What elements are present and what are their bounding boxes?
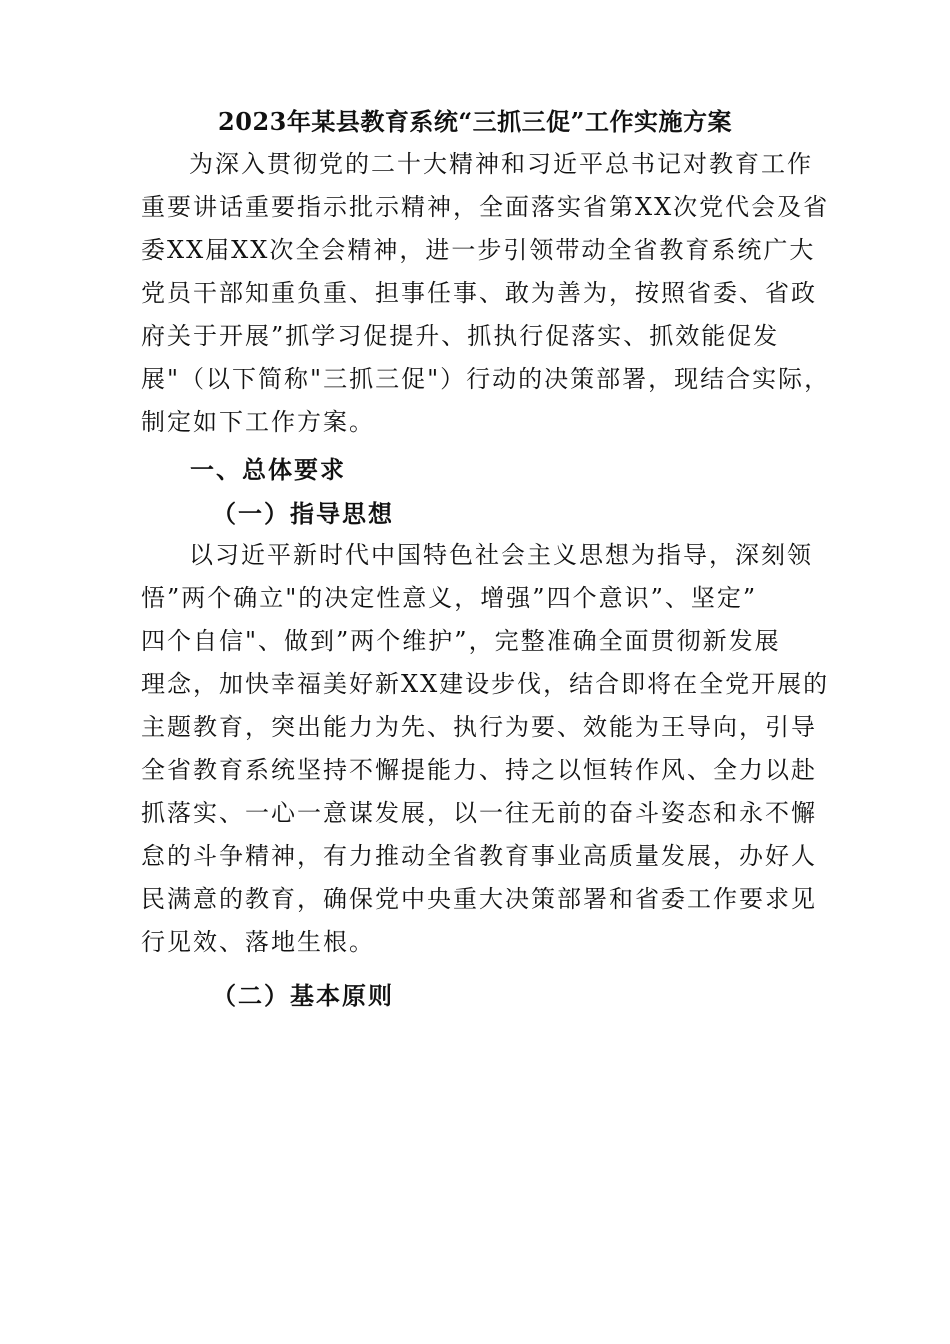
- paragraph-line: 理念，加快幸福美好新XX建设步伐，结合即将在全党开展的: [141, 670, 830, 698]
- paragraph-line: 全省教育系统坚持不懈提能力、持之以恒转作风、全力以赴: [141, 756, 817, 784]
- paragraph-line: 展"（以下简称"三抓三促"）行动的决策部署，现结合实际，: [141, 365, 831, 393]
- paragraph-line: 行见效、落地生根。: [141, 928, 375, 956]
- section-heading-overall-requirements: 一、总体要求: [190, 455, 346, 484]
- paragraph-line: 为深入贯彻党的二十大精神和习近平总书记对教育工作: [189, 150, 813, 178]
- intro-paragraph: [141, 143, 831, 444]
- subsection-heading-basic-principles: （二）基本原则: [212, 981, 394, 1010]
- guiding-ideology-paragraph: [141, 534, 831, 964]
- paragraph-line: 主题教育，突出能力为先、执行为要、效能为王导向，引导: [141, 713, 817, 741]
- document-title: 2023年某县教育系统“三抓三促”工作实施方案: [218, 107, 732, 136]
- paragraph-line: 党员干部知重负重、担事任事、敢为善为，按照省委、省政: [141, 279, 817, 307]
- paragraph-line: 重要讲话重要指示批示精神，全面落实省第XX次党代会及省: [141, 193, 830, 221]
- paragraph-line: 制定如下工作方案。: [141, 408, 375, 436]
- paragraph-line: 府关于开展”抓学习促提升、抓执行促落实、抓效能促发: [141, 322, 780, 350]
- paragraph-line: 以习近平新时代中国特色社会主义思想为指导，深刻领: [189, 541, 813, 569]
- subsection-heading-guiding-ideology: （一）指导思想: [212, 499, 394, 528]
- paragraph-line: 民满意的教育，确保党中央重大决策部署和省委工作要求见: [141, 885, 817, 913]
- paragraph-line: 怠的斗争精神，有力推动全省教育事业高质量发展，办好人: [141, 842, 817, 870]
- paragraph-line: 悟”两个确立"的决定性意义，增强”四个意识”、坚定”: [141, 584, 758, 612]
- paragraph-line: 抓落实、一心一意谋发展，以一往无前的奋斗姿态和永不懈: [141, 799, 817, 827]
- paragraph-line: 四个自信"、做到”两个维护”，完整准确全面贯彻新发展: [141, 627, 781, 655]
- paragraph-line: 委XX届XX次全会精神，进一步引领带动全省教育系统广大: [141, 236, 816, 264]
